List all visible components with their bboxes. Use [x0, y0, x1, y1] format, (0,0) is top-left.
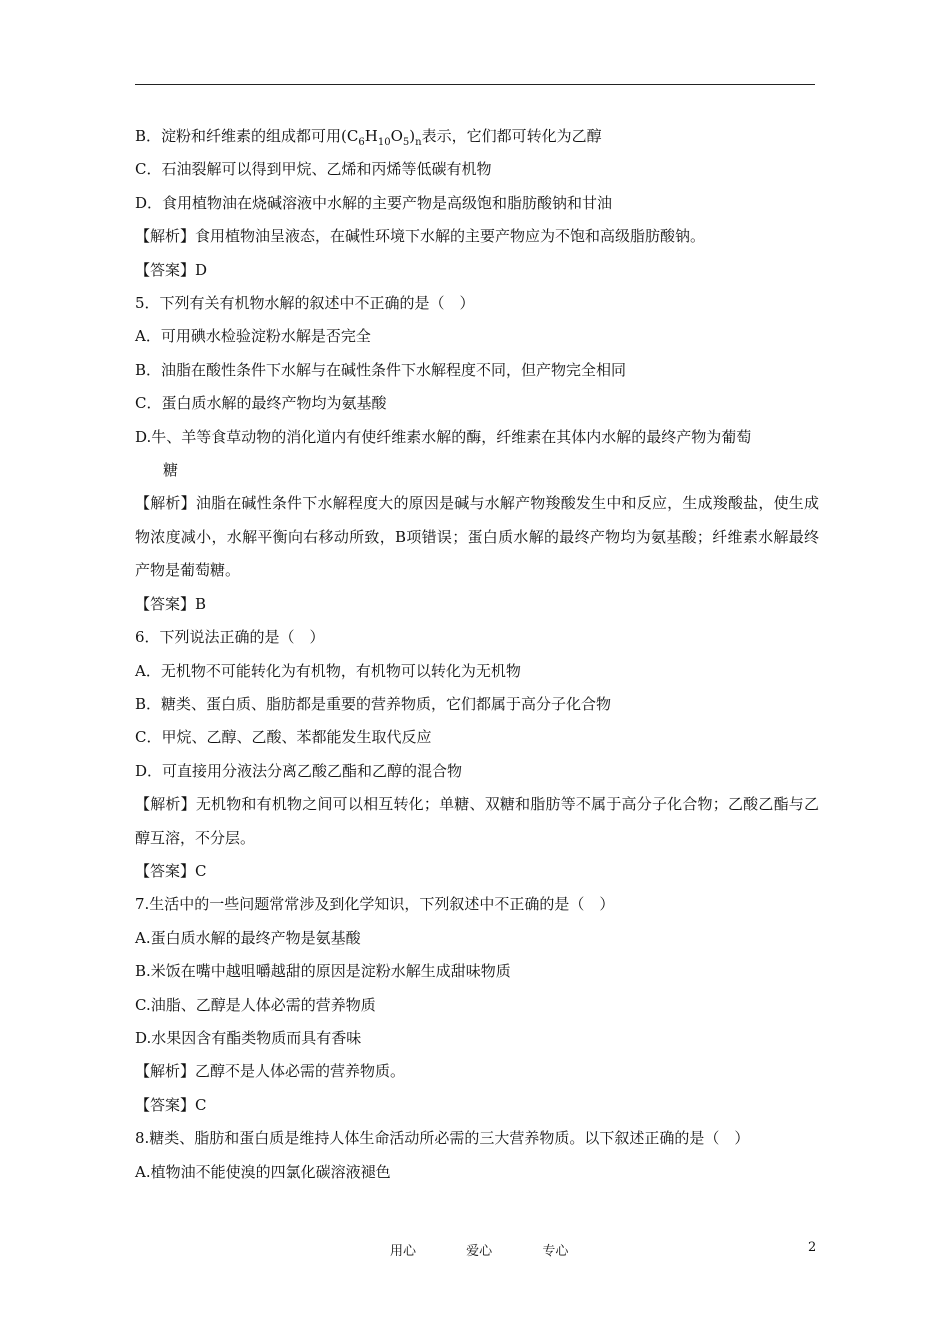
page-number: 2	[808, 1240, 817, 1255]
q6-option-b: B．糖类、蛋白质、脂肪都是重要的营养物质，它们都属于高分子化合物	[135, 694, 612, 713]
analysis-4: 【解析】食用植物油呈液态，在碱性环境下水解的主要产物应为不饱和高级脂肪酸钠。	[135, 227, 706, 246]
q7-option-d: D.水果因含有酯类物质而具有香味	[135, 1028, 362, 1047]
analysis-6: 【解析】无机物和有机物之间可以相互转化；单糖、双糖和脂肪等不属于高分子化合物；乙酸乙酯与乙醇互溶，不分层。	[135, 795, 819, 847]
q7-option-b: B.米饭在嘴中越咀嚼越甜的原因是淀粉水解生成甜味物质	[135, 962, 511, 981]
header-rule	[135, 84, 815, 85]
question-8: 8.糖类、脂肪和蛋白质是维持人体生命活动所必需的三大营养物质。以下叙述正确的是（ ）	[135, 1129, 750, 1148]
question-5: 5．下列有关有机物水解的叙述中不正确的是（ ）	[135, 294, 475, 313]
analysis-5: 【解析】油脂在碱性条件下水解程度大的原因是碱与水解产物羧酸发生中和反应，生成羧酸盐，使生成物浓度减小，水解平衡向右移动所致，B项错误；蛋白质水解的最终产物均为氨基酸；纤维素水解最终产物是葡萄糖。	[135, 494, 819, 580]
question-6: 6．下列说法正确的是（ ）	[135, 628, 325, 647]
q5-option-b: B．油脂在酸性条件下水解与在碱性条件下水解程度不同，但产物完全相同	[135, 360, 627, 379]
option-d-vegetable-oil: D．食用植物油在烧碱溶液中水解的主要产物是高级饱和脂肪酸钠和甘油	[135, 193, 613, 212]
answer-6: 【答案】C	[135, 861, 207, 880]
footer-motto-2: 爱心	[466, 1244, 493, 1259]
q6-option-d: D．可直接用分液法分离乙酸乙酯和乙醇的混合物	[135, 761, 463, 780]
answer-7: 【答案】C	[135, 1095, 207, 1114]
option-b-starch-cellulose: B．淀粉和纤维素的组成都可用$(C_6H_{10}O_5)_n$表示，它们都可转化为乙醇	[135, 127, 602, 148]
q6-option-a: A．无机物不可能转化为有机物，有机物可以转化为无机物	[135, 661, 521, 680]
q5-option-a: A．可用碘水检验淀粉水解是否完全	[135, 327, 371, 346]
option-c-cracking: C．石油裂解可以得到甲烷、乙烯和丙烯等低碳有机物	[135, 160, 492, 179]
q5-option-d: D.牛、羊等食草动物的消化道内有使纤维素水解的酶，纤维素在其体内水解的最终产物为葡萄	[135, 427, 752, 446]
answer-4: 【答案】D	[135, 260, 208, 279]
analysis-7: 【解析】乙醇不是人体必需的营养物质。	[135, 1062, 406, 1081]
footer-motto-3: 专心	[542, 1244, 569, 1259]
footer-motto	[390, 1240, 594, 1259]
footer-motto-1: 用心	[390, 1244, 417, 1259]
question-7: 7.生活中的一些问题常常涉及到化学知识，下列叙述中不正确的是（ ）	[135, 895, 615, 914]
q6-option-c: C．甲烷、乙醇、乙酸、苯都能发生取代反应	[135, 728, 432, 747]
q5-option-d-continued: 糖	[163, 461, 179, 480]
document-body	[135, 120, 819, 1189]
q7-option-c: C.油脂、乙醇是人体必需的营养物质	[135, 995, 376, 1014]
q7-option-a: A.蛋白质水解的最终产物是氨基酸	[135, 928, 361, 947]
q8-option-a: A.植物油不能使溴的四氯化碳溶液褪色	[135, 1162, 391, 1181]
q5-option-c: C．蛋白质水解的最终产物均为氨基酸	[135, 394, 387, 413]
answer-5: 【答案】B	[135, 594, 207, 613]
